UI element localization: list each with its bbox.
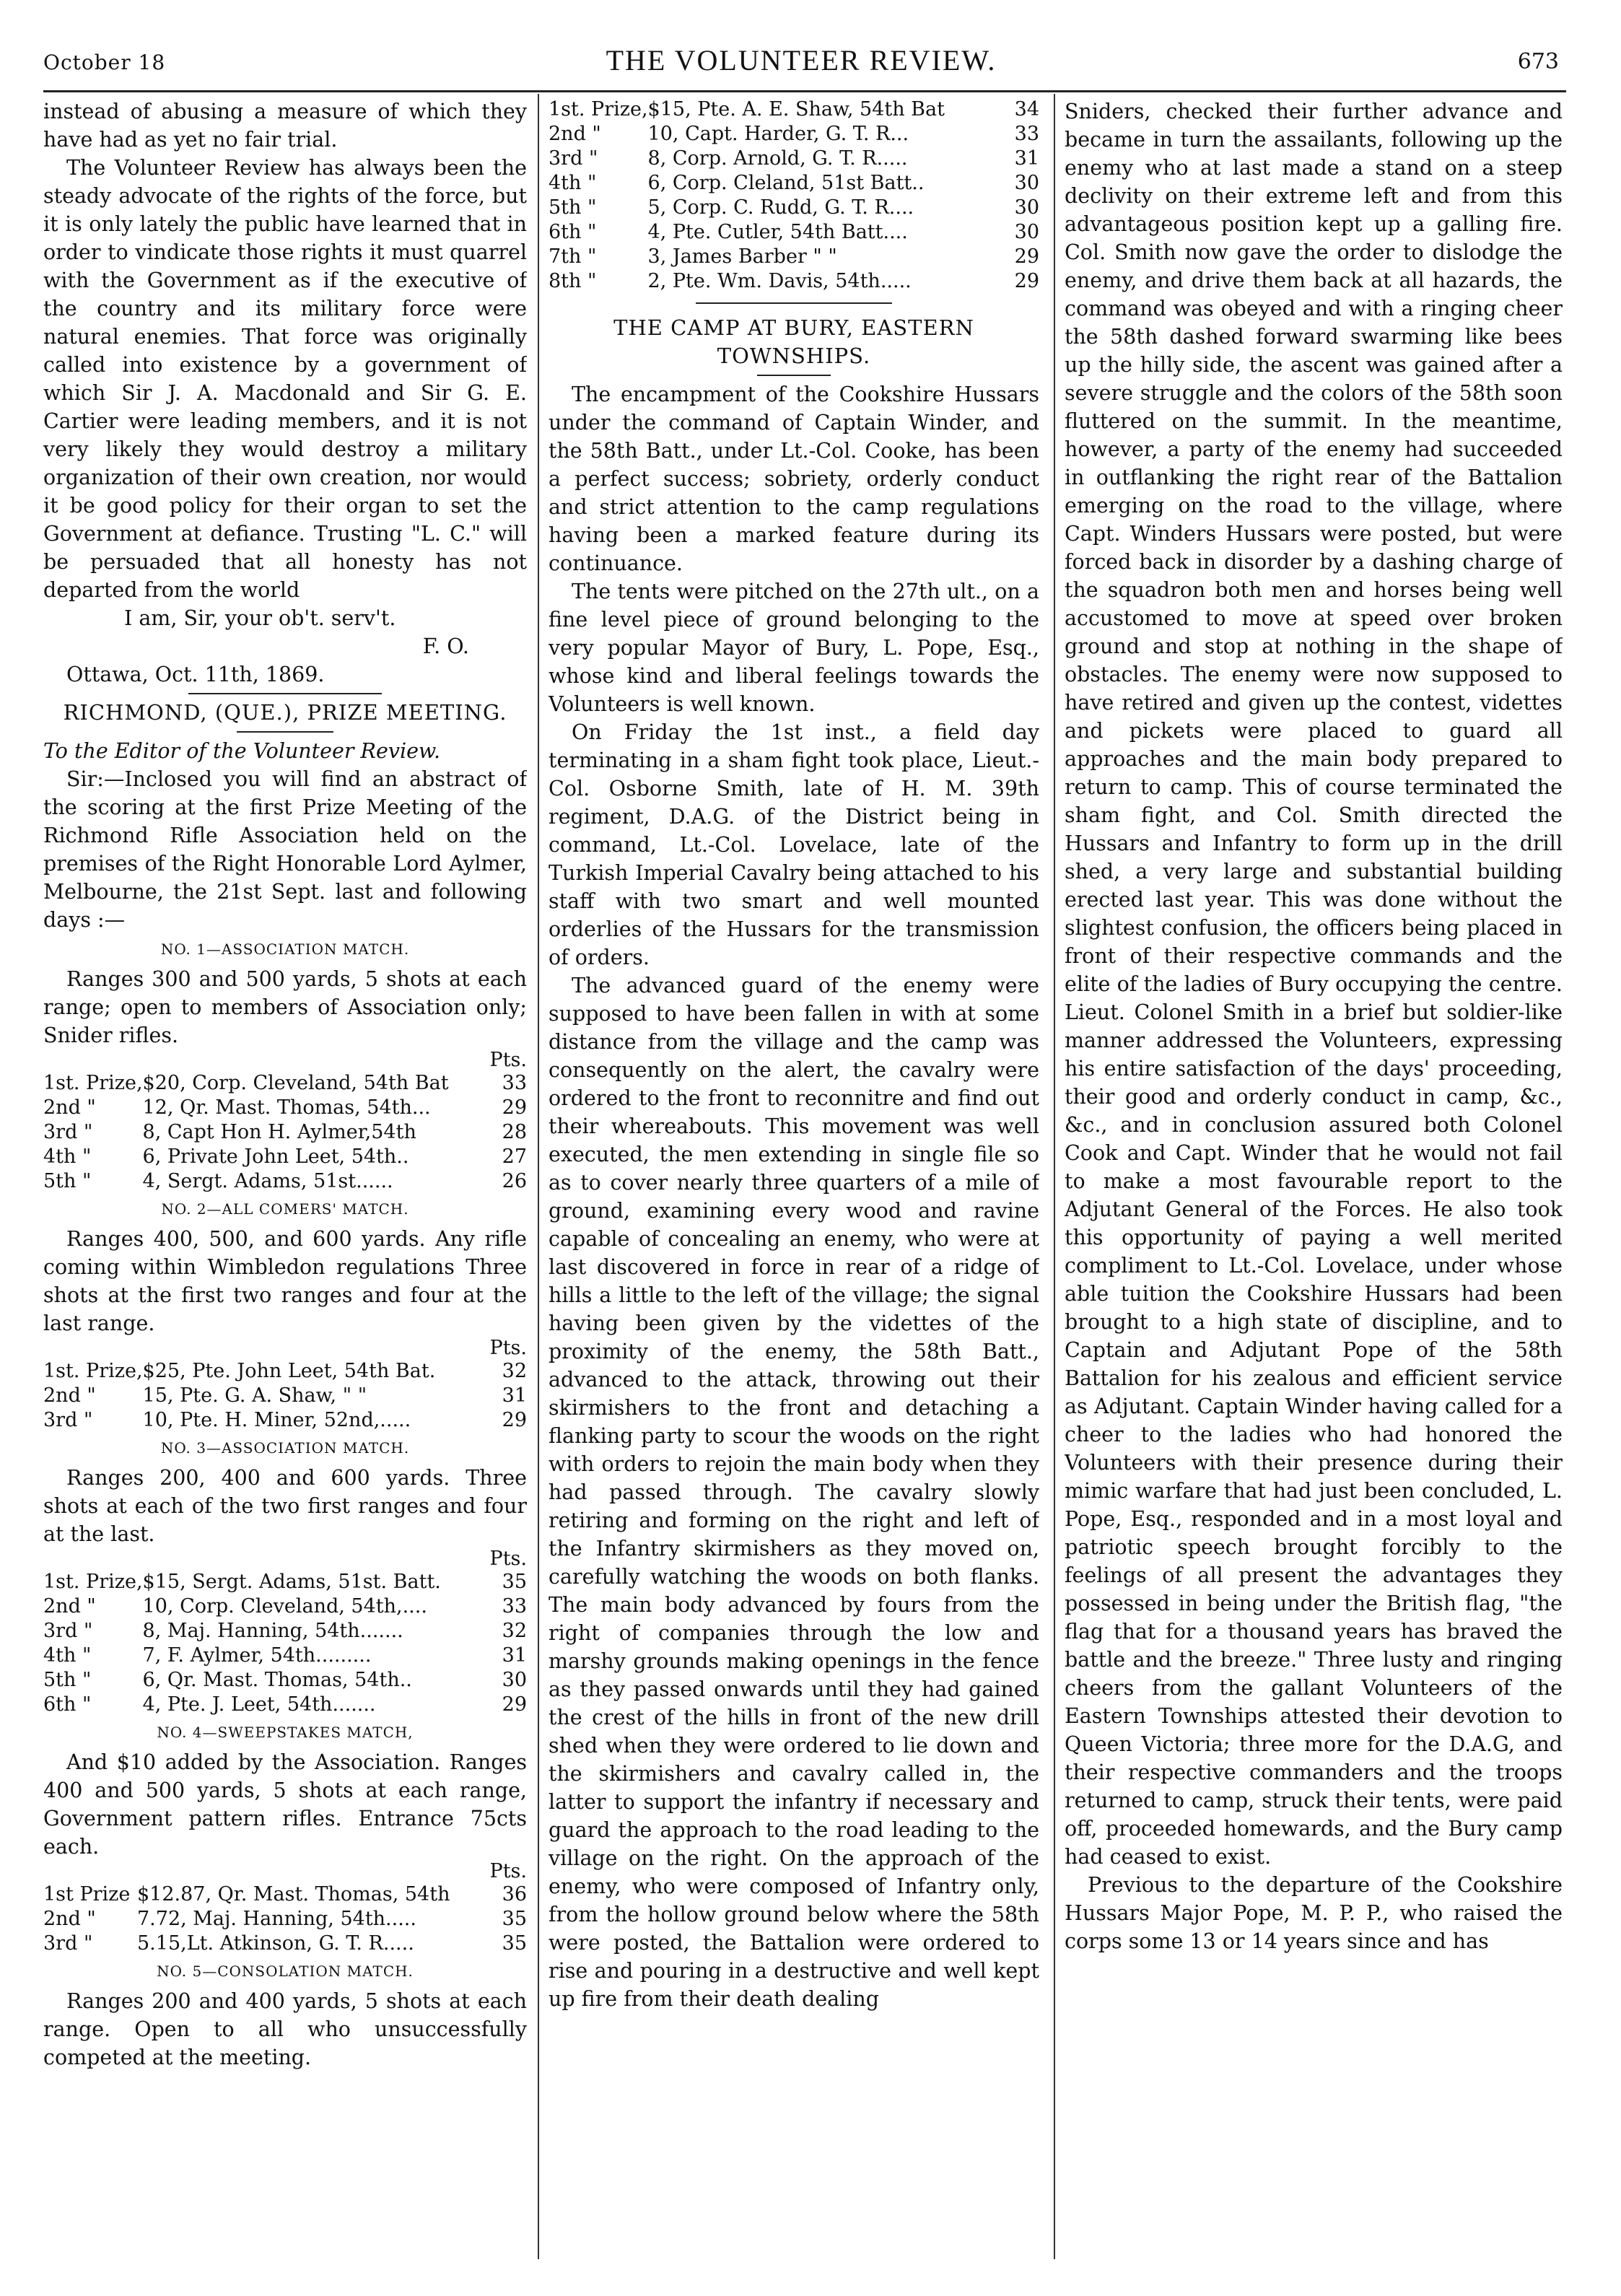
result-row: [43, 1619, 527, 1644]
match-title: NO. 5—CONSOLATION MATCH.: [157, 1963, 414, 1980]
result-points: 31: [502, 1644, 527, 1667]
result-place: 3rd ": [43, 1932, 93, 1955]
article-paragraph: Previous to the departure of the Cookshire Hussars Major Pope, M. P. P., who raised the corps some 13 or 14 years since and has: [1065, 1873, 1563, 1953]
result-place: 8th ": [549, 270, 597, 292]
result-row: [43, 1384, 527, 1408]
article-paragraph: The encampment of the Cookshire Hussars under the command of Captain Winder, and the 58th Batt., under Lt.-Col. Cooke, has been a perfect success; sobriety, orderly conduct and strict attention to the camp regulations having been a marked feature during its continuance.: [549, 383, 1039, 575]
match-description: Ranges 400, 500, and 600 yards. Any rifle coming within Wimbledon regulations Three shots at the first two ranges and four at the last range.: [43, 1227, 527, 1335]
result-place: 2nd ": [549, 123, 601, 145]
match-description: Ranges 300 and 500 yards, 5 shots at each range; open to members of Association only; Snider rifles.: [43, 967, 527, 1047]
results-table-1: [43, 1071, 527, 1194]
result-entry: 6, Private John Leet, 54th..: [142, 1145, 409, 1168]
result-entry: 10, Pte. H. Miner, 52nd,.....: [142, 1409, 411, 1431]
results-table-4: [43, 1882, 527, 1956]
result-points: 32: [502, 1620, 527, 1642]
result-place: 3rd ": [43, 1121, 93, 1143]
heading-divider: [237, 731, 333, 733]
header-date: October 18: [43, 51, 166, 74]
result-row: [549, 269, 1039, 294]
result-points: 33: [1014, 123, 1039, 145]
result-entry: 8, Maj. Hanning, 54th.......: [142, 1620, 403, 1642]
result-row: [43, 1907, 527, 1931]
result-points: 27: [502, 1145, 527, 1168]
result-points: 29: [502, 1693, 527, 1716]
result-points: 29: [1014, 245, 1039, 268]
match-title: NO. 3—ASSOCIATION MATCH.: [160, 1439, 410, 1457]
column-3: [1065, 97, 1563, 2256]
article-paragraph: The advanced guard of the enemy were supposed to have been fallen in with at some distance from the village and the camp was consequently on the alert, the cavalry were ordered to the front to reconnitre and find out their whereabouts. This movement was well executed, the men extending in single file so as to cover nearly three quarters of a mile of ground, examining every wood and ravine capable of concealing an enemy, who were at last discovered in force in rear of a ridge of hills a little to the left of the village; the signal having been given by the videttes of the proximity of the enemy, the 58th Batt., advanced to the attack, throwing out their skirmishers to the front and detaching a flanking party to scour the woods on the right with orders to rejoin the main body when they had passed through. The cavalry slowly retiring and forming on the right and left of the Infantry skirmishers as they moved on, carefully watching the woods on both flanks. The main body advanced by fours from the right of companies through the low and marshy grounds making openings in the fence as they passed onwards until they had gained the crest of the hills in front of the new drill shed when they were ordered to lie down and the skirmishers and cavalry called in, the latter to support the infantry if necessary and guard the approach to the road leading to the village on the right. On the approach of the enemy, who were composed of Infantry only, from the hollow ground below where the 58th were posted, the Battalion were ordered to rise and pouring in a destructive and well kept up fire from their death dealing: [549, 974, 1039, 2011]
result-points: 30: [1014, 196, 1039, 219]
result-row: [43, 1882, 527, 1907]
article-paragraph: Sniders, checked their further advance and became in turn the assailants, following up the enemy who at last made a stand on a steep declivity on their extreme left and from this advantageous position kept up a galling fire. Col. Smith now gave the order to dislodge the enemy, and drive them back at all hazards, the command was obeyed and with a ringing cheer the 58th dashed forward swarming like bees up the hilly side, the ascent was gained after a severe struggle and the colors of the 58th soon fluttered on the summit. In the meantime, however, a party of the enemy had succeeded in outflanking the right rear of the Battalion emerging on the road to the village, where Capt. Winders Hussars were posted, but were forced back in disorder by a dashing charge of the squadron both men and horses being well accustomed to move at speed over broken ground and stop at nothing in the shape of obstacles. The enemy were now supposed to have retired and given up the contest, videttes and pickets were placed to guard all approaches and the main body prepared to return to camp. This of course terminated the sham fight, and Col. Smith directed the Hussars and Infantry to form up in the drill shed, a very large and substantial building erected last year. This was done without the slightest confusion, the officers being placed in front of their respective commands and the elite of the ladies of Bury occupying the centre. Lieut. Colonel Smith in a brief but soldier-like manner addressed the Volunteers, expressing his entire satisfaction of the days' proceeding, their good and orderly conduct in camp, &c., &c., and in conclusion assured both Colonel Cook and Capt. Winder that he would not fail to make a most favourable report to the Adjutant General of the Forces. He also took this opportunity of paying a well merited compliment to Lt.-Col. Lovelace, under whose able tuition the Cookshire Hussars had been brought to a high state of discipline, and to Captain and Adjutant Pope of the 58th Battalion for his zealous and efficient service as Adjutant. Captain Winder having called for a cheer to the ladies who had honored the Volunteers with their presence during their mimic warfare that had just been concluded, L. Pope, Esq., responded and in a most loyal and patriotic speech brought forcibly to the feelings of all present the advantages they possessed in being under the British flag, "the flag that for a thousand years has braved the battle and the breeze." Three lusty and ringing cheers from the gallant Volunteers of the Eastern Townships attested their devotion to Queen Victoria; three more for the D.A.G, and their respective commanders and the troops returned to camp, struck their tents, were paid off, proceeded homewards, and the Bury camp had ceased to exist.: [1065, 100, 1563, 1869]
result-entry: 15, Pte. G. A. Shaw, " ": [142, 1384, 367, 1407]
result-points: 30: [1014, 221, 1039, 243]
result-place: 5th ": [43, 1170, 92, 1192]
result-row: [43, 1931, 527, 1956]
header-rule: [43, 90, 1566, 92]
result-place: 4th ": [549, 172, 597, 194]
result-points: 33: [502, 1595, 527, 1618]
result-points: 35: [502, 1571, 527, 1593]
result-entry: 7, F. Aylmer, 54th.........: [142, 1644, 372, 1667]
result-place: 7th ": [549, 245, 597, 268]
column-1: [43, 97, 527, 2256]
result-points: 29: [502, 1409, 527, 1431]
result-entry: 10, Capt. Harder, G. T. R...: [647, 123, 909, 145]
result-points: 30: [502, 1669, 527, 1691]
letter-continuation: instead of abusing a measure of which they have had as yet no fair trial.: [43, 100, 527, 152]
letter-closing: I am, Sir, your ob't. serv't.: [124, 606, 396, 630]
result-entry: 5.15,Lt. Atkinson, G. T. R.....: [137, 1932, 414, 1955]
result-entry: 5, Corp. C. Rudd, G. T. R....: [647, 196, 914, 219]
article-paragraph: On Friday the 1st inst., a field day terminating in a sham fight took place, Lieut.-Col. Osborne Smith, late of H. M. 39th regiment, D.A.G. of the District being in command, Lt.-Col. Lovelace, late of the Turkish Imperial Cavalry being attached to his staff with two smart and well mounted orderlies of the Hussars for the transmission of orders.: [549, 720, 1039, 969]
column-rule-1: [538, 94, 539, 2259]
result-row: [549, 147, 1039, 171]
result-place: 4th ": [43, 1145, 92, 1168]
result-place: 2nd ": [43, 1908, 96, 1930]
result-points: 36: [502, 1883, 527, 1906]
result-place: 5th ": [43, 1669, 92, 1691]
result-entry: 2, Pte. Wm. Davis, 54th.....: [647, 270, 912, 292]
match-title: NO. 1—ASSOCIATION MATCH.: [160, 940, 410, 958]
result-place: 1st Prize: [43, 1883, 131, 1906]
result-entry: 6, Corp. Cleland, 51st Batt..: [647, 172, 925, 194]
letter-paragraph: The Volunteer Review has always been the steady advocate of the rights of the force, but it is only lately the public have learned that in order to vindicate those rights it must quarrel with the Government as if the executive of the country and its military force were natural enemies. That force was originally called into existence by a government of which Sir J. A. Macdonald and Sir G. E. Cartier were leading members, and it is not very likely they would destroy a military organization of their own creation, nor would it be good policy for their organ to set the Government at defiance. Trusting "L. C." will be persuaded that all honesty has not departed from the world: [43, 156, 527, 602]
result-place: 2nd ": [43, 1096, 96, 1119]
match-description: Ranges 200 and 400 yards, 5 shots at each range. Open to all who unsuccessfully competed at the meeting.: [43, 1989, 527, 2069]
result-entry: 4, Pte. J. Leet, 54th.......: [142, 1693, 376, 1716]
result-entry: $25, Pte. John Leet, 54th Bat.: [142, 1360, 436, 1382]
result-place: 1st. Prize,: [43, 1571, 143, 1593]
column-rule-2: [1054, 94, 1055, 2259]
result-entry: 8, Capt Hon H. Aylmer,54th: [142, 1121, 416, 1143]
results-table-5: [549, 97, 1039, 294]
points-label: Pts.: [489, 1548, 527, 1570]
result-row: [43, 1570, 527, 1594]
result-entry: 7.72, Maj. Hanning, 54th.....: [137, 1908, 416, 1930]
result-row: [43, 1644, 527, 1668]
result-points: 28: [502, 1121, 527, 1143]
match-description: And $10 added by the Association. Ranges 400 and 500 yards, 5 shots at each range, Government pattern rifles. Entrance 75cts each.: [43, 1750, 527, 1859]
result-entry: 6, Qr. Mast. Thomas, 54th..: [142, 1669, 412, 1691]
result-entry: 10, Corp. Cleveland, 54th,....: [142, 1595, 427, 1618]
result-row: [549, 171, 1039, 196]
result-place: 2nd ": [43, 1595, 96, 1618]
result-row: [549, 122, 1039, 147]
result-place: 6th ": [43, 1693, 92, 1716]
salutation: To the Editor of the Volunteer Review.: [43, 739, 441, 763]
results-table-3: [43, 1570, 527, 1717]
points-label: Pts.: [489, 1860, 527, 1882]
result-row: [43, 1169, 527, 1194]
section-divider: [696, 302, 892, 304]
heading-divider: [757, 375, 831, 376]
result-points: 30: [1014, 172, 1039, 194]
result-entry: $12.87, Qr. Mast. Thomas, 54th: [137, 1883, 450, 1906]
result-points: 29: [502, 1096, 527, 1119]
letter-signature: F. O.: [422, 634, 469, 658]
result-entry: $15, Pte. A. E. Shaw, 54th Bat: [647, 98, 945, 121]
result-row: [43, 1120, 527, 1145]
match-description: Ranges 200, 400 and 600 yards. Three shots at each of the two first ranges and four at the last.: [43, 1466, 527, 1546]
result-entry: $15, Sergt. Adams, 51st. Batt.: [142, 1571, 441, 1593]
result-points: 33: [502, 1072, 527, 1094]
result-points: 31: [502, 1384, 527, 1407]
section-divider: [188, 693, 382, 694]
result-row: [549, 245, 1039, 269]
result-entry: 8, Corp. Arnold, G. T. R.....: [647, 147, 908, 170]
result-place: 2nd ": [43, 1384, 96, 1407]
result-points: 34: [1014, 98, 1039, 121]
result-row: [549, 97, 1039, 122]
results-table-2: [43, 1359, 527, 1433]
result-entry: 4, Pte. Cutler, 54th Batt....: [647, 221, 908, 243]
result-points: 35: [502, 1932, 527, 1955]
result-place: 4th ": [43, 1644, 92, 1667]
result-points: 35: [502, 1908, 527, 1930]
result-place: 1st. Prize,: [43, 1360, 143, 1382]
result-points: 31: [1014, 147, 1039, 170]
result-points: 29: [1014, 270, 1039, 292]
result-place: 5th ": [549, 196, 597, 219]
result-entry: 3, James Barber " ": [647, 245, 837, 268]
points-label: Pts.: [489, 1337, 527, 1359]
result-entry: 4, Sergt. Adams, 51st......: [142, 1170, 393, 1192]
result-points: 32: [502, 1360, 527, 1382]
result-row: [549, 220, 1039, 245]
publication-title: THE VOLUNTEER REVIEW.: [606, 44, 997, 77]
page-header: [43, 43, 1559, 79]
result-row: [43, 1071, 527, 1096]
result-place: 6th ": [549, 221, 597, 243]
match-title: NO. 2—ALL COMERS' MATCH.: [161, 1200, 409, 1218]
result-row: [43, 1096, 527, 1120]
result-row: [43, 1408, 527, 1433]
article-heading: THE CAMP AT BURY, EASTERN TOWNSHIPS.: [613, 315, 974, 368]
result-row: [43, 1359, 527, 1384]
page-number: 673: [1517, 49, 1559, 74]
result-entry: $20, Corp. Cleveland, 54th Bat: [142, 1072, 449, 1094]
result-row: [43, 1668, 527, 1693]
result-points: 26: [502, 1170, 527, 1192]
match-title: NO. 4—SWEEPSTAKES MATCH,: [157, 1724, 414, 1741]
result-place: 1st. Prize,: [549, 98, 648, 121]
intro-paragraph: Sir:—Inclosed you will find an abstract of the scoring at the first Prize Meeting of the Richmond Rifle Association held on the premises of the Right Honorable Lord Aylmer, Melbourne, the 21st Sept. last and following days :—: [43, 767, 527, 932]
result-row: [43, 1693, 527, 1717]
result-entry: 12, Qr. Mast. Thomas, 54th...: [142, 1096, 431, 1119]
letter-dateline: Ottawa, Oct. 11th, 1869.: [66, 663, 325, 686]
result-row: [43, 1594, 527, 1619]
result-place: 1st. Prize,: [43, 1072, 143, 1094]
article-heading: RICHMOND, (QUE.), PRIZE MEETING.: [63, 700, 507, 725]
article-paragraph: The tents were pitched on the 27th ult., on a fine level piece of ground belonging to the very popular Mayor of Bury, L. Pope, Esq., whose kind and liberal feelings towards the Volunteers is well known.: [549, 580, 1039, 716]
result-place: 3rd ": [43, 1620, 93, 1642]
result-row: [43, 1145, 527, 1169]
result-place: 3rd ": [549, 147, 598, 170]
points-label: Pts.: [489, 1049, 527, 1071]
result-place: 3rd ": [43, 1409, 93, 1431]
column-2: [549, 97, 1039, 2256]
result-row: [549, 196, 1039, 220]
